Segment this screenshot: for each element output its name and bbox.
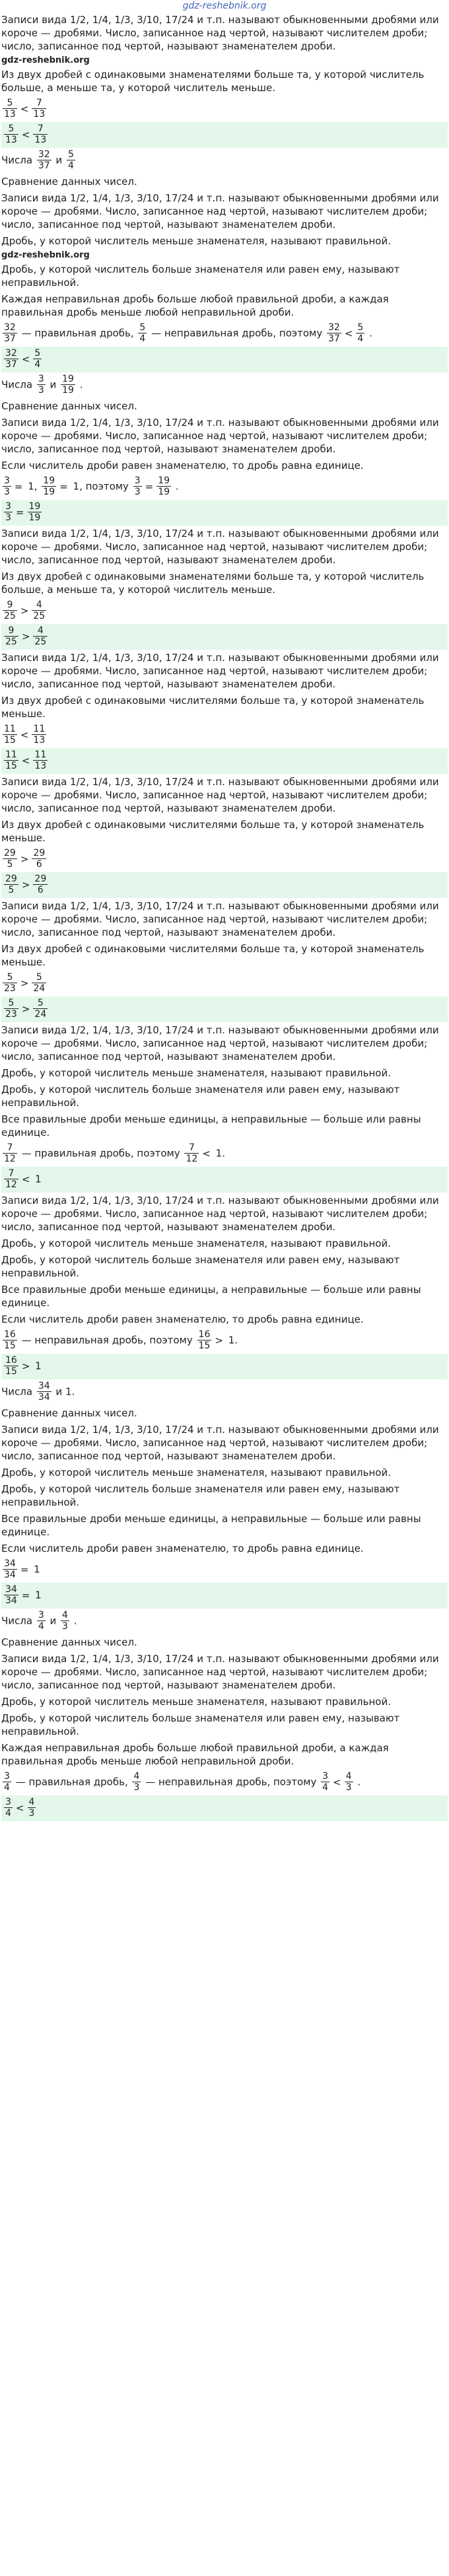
fraction-denominator: 19 [62, 385, 74, 396]
fraction-denominator: 19 [28, 512, 41, 523]
fraction [67, 149, 75, 171]
comparison-operator: > [20, 604, 29, 617]
fraction [37, 149, 52, 171]
paragraph: Из двух дробей с одинаковыми числителями больше та, у которой знаменатель меньше. [1, 943, 425, 968]
fraction-numerator: 29 [5, 874, 17, 884]
solution-block [0, 1405, 449, 1634]
fraction [28, 501, 42, 523]
math-line [1, 598, 448, 624]
math-line [1, 372, 448, 398]
fraction [4, 749, 18, 771]
math-text: . [366, 327, 372, 339]
math-text: . [354, 1776, 361, 1788]
fraction-numerator: 5 [34, 348, 41, 359]
fraction-denominator: 5 [7, 859, 13, 870]
fraction-numerator: 11 [4, 724, 16, 734]
fraction [33, 123, 48, 145]
fraction-numerator: 19 [43, 475, 55, 486]
comparison-operator: < [21, 754, 30, 767]
paragraph: Из двух дробей с одинаковыми числителями больше та, у которой знаменатель меньше. [1, 695, 425, 720]
math-text: и [46, 378, 60, 391]
fraction-numerator: 11 [5, 749, 17, 760]
fraction-denominator: 12 [186, 1154, 198, 1164]
math-text: 1 [32, 1589, 42, 1601]
fraction-denominator: 13 [33, 109, 46, 120]
fraction-numerator: 9 [3, 600, 17, 611]
fraction-denominator: 13 [4, 109, 16, 120]
fraction-numerator: 34 [38, 1381, 50, 1391]
math-text: Числа [1, 1615, 36, 1627]
fraction [37, 374, 46, 396]
watermark: gdz-reshebnik.org [1, 250, 90, 260]
fraction [138, 322, 147, 344]
fraction-denominator: 12 [4, 1154, 16, 1164]
comparison-operator: > [215, 1334, 223, 1346]
answer-highlight [1, 748, 448, 774]
paragraph: Записи вида 1/2, 1/4, 1/3, 3/10, 17/24 и т.п. называют обыкновенными дробями или короче — дробями. Число, записанное над чертой, называют числителем дроби; число, записанное под чертой, называют знаменателем дроби. [1, 1653, 439, 1691]
comparison-operator: = [20, 1563, 29, 1576]
solution-block [0, 12, 449, 174]
fraction-numerator: 4 [62, 1610, 68, 1620]
fraction-numerator: 5 [3, 98, 17, 109]
math-text: — неправильная дробь, поэтому [142, 1776, 320, 1788]
comparison-operator: > [21, 878, 30, 891]
comparison-operator: = [59, 480, 68, 493]
answer-highlight [1, 1354, 448, 1379]
fraction-numerator: 19 [28, 501, 41, 512]
fraction-numerator: 4 [345, 1771, 352, 1782]
comparison-operator: = [15, 506, 24, 518]
fraction-numerator: 3 [5, 501, 11, 512]
paragraph: Каждая неправильная дробь больше любой правильной дроби, а каждая правильная дробь меньше любой неправильной дроби. [1, 293, 389, 318]
fraction-denominator: 3 [38, 385, 44, 396]
fraction [32, 724, 46, 746]
fraction-numerator: 9 [4, 625, 18, 637]
answer-highlight [1, 1583, 448, 1609]
paragraph: Из двух дробей с одинаковыми знаменателями больше та, у которой числитель больше, а меньше та, у которой числитель меньше. [1, 571, 425, 596]
fraction-denominator: 15 [5, 1366, 17, 1377]
fraction-numerator: 16 [4, 1329, 16, 1340]
fraction [3, 1329, 17, 1351]
fraction-numerator: 4 [133, 1771, 140, 1782]
math-line [1, 1141, 448, 1167]
fraction-denominator: 13 [33, 735, 46, 746]
answer-highlight [1, 1167, 448, 1193]
fraction-numerator: 4 [32, 600, 46, 611]
comparison-operator: = [14, 480, 23, 493]
answer-highlight [1, 872, 448, 898]
fraction [4, 123, 18, 145]
comparison-operator: > [20, 853, 29, 865]
math-text: 1 [30, 1563, 40, 1576]
fraction [3, 1558, 17, 1580]
fraction-numerator: 32 [38, 149, 50, 160]
fraction [4, 1797, 13, 1819]
fraction-numerator: 5 [4, 998, 18, 1009]
comparison-operator: = [145, 480, 154, 493]
fraction-numerator: 11 [34, 749, 47, 760]
paragraph: Если числитель дроби равен знаменателю, то дробь равна единице. [1, 1543, 364, 1554]
fraction [132, 1771, 141, 1793]
math-line [1, 722, 448, 748]
fraction-denominator: 3 [134, 487, 141, 497]
fraction-denominator: 25 [33, 611, 46, 621]
paragraph: Дробь, у которой числитель меньше знаменателя, называют правильной. [1, 1696, 391, 1708]
comparison-operator: = [21, 1589, 30, 1601]
paragraph: Записи вида 1/2, 1/4, 1/3, 3/10, 17/24 и т.п. называют обыкновенными дробями или короче — дробями. Число, записанное над чертой, называют числителем дроби; число, записанное под чертой, называют знаменателем дроби. [1, 192, 439, 230]
fraction [32, 600, 46, 621]
solution-block [0, 526, 449, 650]
fraction-numerator: 19 [62, 374, 74, 384]
fraction-denominator: 24 [33, 983, 46, 994]
paragraph: Сравнение данных чисел. [1, 1407, 137, 1419]
fraction-denominator: 34 [5, 1595, 17, 1606]
fraction-numerator: 3 [5, 1797, 11, 1807]
paragraph: Из двух дробей с одинаковыми числителями больше та, у которой знаменатель меньше. [1, 819, 425, 844]
fraction-numerator: 16 [5, 1355, 17, 1366]
paragraph: Сравнение данных чисел. [1, 176, 137, 188]
fraction-denominator: 34 [38, 1392, 50, 1403]
comparison-operator: > [21, 1002, 30, 1015]
fraction-denominator: 37 [5, 359, 17, 370]
paragraph: Если числитель дроби равен знаменателю, то дробь равна единице. [1, 1313, 364, 1325]
fraction-denominator: 4 [357, 333, 364, 344]
fraction [356, 322, 364, 344]
math-text: и 1. [52, 1385, 75, 1398]
fraction [33, 749, 48, 771]
math-text: — неправильная дробь, поэтому [18, 1334, 196, 1346]
fraction [3, 724, 17, 746]
solution-block [0, 650, 449, 774]
answer-highlight [1, 122, 448, 148]
math-line [1, 1328, 448, 1354]
paragraph: Записи вида 1/2, 1/4, 1/3, 3/10, 17/24 и т.п. называют обыкновенными дробями или короче — дробями. Число, записанное над чертой, называют числителем дроби; число, записанное под чертой, называют знаменателем дроби. [1, 776, 439, 814]
fraction-numerator: 5 [3, 972, 17, 983]
fraction-numerator: 3 [4, 1771, 10, 1782]
comparison-operator: < [15, 1801, 24, 1814]
paragraph: Записи вида 1/2, 1/4, 1/3, 3/10, 17/24 и т.п. называют обыкновенными дробями или короче — дробями. Число, записанное над чертой, называют числителем дроби; число, записанное под чертой, называют знаменателем дроби. [1, 652, 439, 690]
paragraph: Если числитель дроби равен знаменателю, то дробь равна единице. [1, 460, 364, 471]
comparison-operator: < [333, 1776, 341, 1788]
math-line [1, 474, 448, 500]
paragraph: Дробь, у которой числитель больше знаменателя или равен ему, называют неправильной. [1, 1254, 400, 1279]
paragraph: Дробь, у которой числитель меньше знаменателя, называют правильной. [1, 1067, 391, 1079]
site-logo[interactable]: gdz-reshebnik.org [182, 1, 267, 11]
fraction-numerator: 3 [134, 475, 141, 486]
fraction-denominator: 19 [43, 487, 55, 497]
fraction-denominator: 3 [4, 487, 10, 497]
comparison-operator: < [21, 353, 30, 365]
fraction [32, 972, 46, 994]
fraction-numerator: 5 [357, 322, 364, 333]
fraction-numerator: 32 [4, 322, 16, 333]
math-text: Числа [1, 1385, 36, 1398]
fraction-numerator: 34 [5, 1584, 17, 1595]
fraction-denominator: 13 [34, 135, 47, 145]
paragraph: Дробь, у которой числитель больше знаменателя или равен ему, называют неправильной. [1, 1483, 400, 1508]
fraction-denominator: 37 [4, 333, 16, 344]
fraction [3, 600, 17, 621]
solution-block [0, 1193, 449, 1405]
fraction-numerator: 34 [4, 1558, 16, 1569]
fraction-denominator: 4 [5, 1808, 11, 1819]
fraction-denominator: 13 [34, 761, 47, 771]
fraction [156, 475, 171, 497]
fraction [33, 998, 48, 1020]
fraction-numerator: 5 [67, 149, 74, 160]
fraction [32, 848, 46, 870]
fraction [61, 1610, 69, 1632]
fraction-denominator: 23 [5, 1009, 17, 1020]
fraction-denominator: 19 [158, 487, 170, 497]
paragraph: Дробь, у которой числитель меньше знаменателя, называют правильной. [1, 235, 391, 247]
fraction-numerator: 5 [139, 322, 146, 333]
answer-highlight [1, 347, 448, 372]
fraction-denominator: 3 [5, 512, 11, 523]
fraction-denominator: 4 [322, 1782, 329, 1793]
comparison-operator: < [20, 102, 29, 115]
math-text: . [76, 378, 83, 391]
fraction-denominator: 15 [5, 761, 17, 771]
fraction-numerator: 3 [38, 374, 44, 384]
fraction-numerator: 7 [4, 1168, 18, 1179]
fraction [4, 348, 18, 370]
math-text: 1 [32, 1360, 42, 1372]
math-text: 1. [224, 1334, 238, 1346]
fraction-denominator: 23 [4, 983, 16, 994]
paragraph: Записи вида 1/2, 1/4, 1/3, 3/10, 17/24 и т.п. называют обыкновенными дробями или короче — дробями. Число, записанное над чертой, называют числителем дроби; число, записанное под чертой, называют знаменателем дроби. [1, 14, 439, 52]
comparison-operator: > [21, 1360, 30, 1372]
paragraph: Дробь, у которой числитель больше знаменателя или равен ему, называют неправильной. [1, 1084, 400, 1109]
fraction [37, 1381, 52, 1403]
fraction-numerator: 32 [5, 348, 17, 359]
fraction [4, 625, 18, 647]
answer-highlight [1, 1795, 448, 1821]
fraction-denominator: 25 [34, 637, 47, 647]
fraction-denominator: 3 [133, 1782, 140, 1793]
comparison-operator: < [202, 1147, 211, 1160]
paragraph: Записи вида 1/2, 1/4, 1/3, 3/10, 17/24 и т.п. называют обыкновенными дробями или короче — дробями. Число, записанное над чертой, называют числителем дроби; число, записанное под чертой, называют знаменателем дроби. [1, 417, 439, 455]
comparison-operator: > [20, 977, 29, 989]
fraction [3, 322, 17, 344]
fraction [345, 1771, 353, 1793]
solution-block [0, 174, 449, 398]
fraction-numerator: 5 [33, 998, 48, 1009]
fraction [32, 98, 46, 120]
paragraph: Каждая неправильная дробь больше любой правильной дроби, а каждая правильная дробь меньше любой неправильной дроби. [1, 1742, 389, 1767]
fraction-denominator: 25 [4, 611, 16, 621]
paragraph: Все правильные дроби меньше единицы, а неправильные — больше или равны единице. [1, 1284, 421, 1309]
fraction-denominator: 15 [198, 1340, 211, 1351]
fraction [4, 501, 13, 523]
fraction-denominator: 3 [345, 1782, 352, 1793]
fraction [3, 848, 17, 870]
fraction-denominator: 12 [5, 1179, 17, 1190]
math-line [1, 148, 448, 174]
paragraph: Сравнение данных чисел. [1, 1636, 137, 1648]
fraction [4, 1584, 18, 1606]
fraction-numerator: 11 [33, 724, 46, 734]
fraction [37, 1610, 46, 1632]
fraction [3, 972, 17, 994]
paragraph: Все правильные дроби меньше единицы, а неправильные — больше или равны единице. [1, 1113, 421, 1138]
fraction-numerator: 4 [28, 1797, 35, 1807]
fraction-denominator: 5 [8, 885, 15, 895]
math-line [1, 1557, 448, 1583]
solution-block [0, 1022, 449, 1193]
solution-block [0, 1634, 449, 1821]
comparison-operator: > [21, 630, 30, 643]
comparison-operator: < [20, 728, 29, 741]
fraction-numerator: 3 [4, 475, 10, 486]
fraction-numerator: 7 [3, 1142, 17, 1154]
fraction-denominator: 13 [5, 135, 17, 145]
fraction-numerator: 16 [198, 1329, 211, 1340]
fraction-numerator: 32 [328, 322, 340, 333]
math-text: и [52, 154, 65, 166]
fraction-denominator: 4 [4, 1782, 10, 1793]
fraction-numerator: 5 [32, 972, 46, 983]
paragraph: Записи вида 1/2, 1/4, 1/3, 3/10, 17/24 и т.п. называют обыкновенными дробями или короче — дробями. Число, записанное над чертой, называют числителем дроби; число, записанное под чертой, называют знаменателем дроби. [1, 1195, 439, 1233]
math-text: 1. [212, 1147, 225, 1160]
watermark: gdz-reshebnik.org [1, 55, 90, 65]
fraction-denominator: 25 [5, 637, 17, 647]
math-text: 1, [24, 480, 41, 493]
solution-block [0, 898, 449, 1022]
math-text: — правильная дробь, поэтому [18, 1147, 184, 1160]
fraction [133, 475, 142, 497]
fraction [33, 625, 48, 647]
fraction-numerator: 29 [34, 874, 47, 884]
math-line [1, 847, 448, 872]
math-line [1, 321, 448, 347]
fraction [42, 475, 56, 497]
fraction [184, 1142, 199, 1164]
math-line [1, 1609, 448, 1634]
fraction-numerator: 29 [4, 848, 16, 858]
fraction [4, 874, 18, 895]
fraction [4, 1168, 18, 1190]
fraction-denominator: 3 [28, 1808, 35, 1819]
paragraph: Дробь, у которой числитель меньше знаменателя, называют правильной. [1, 1467, 391, 1479]
fraction-denominator: 24 [34, 1009, 47, 1020]
fraction [4, 1355, 18, 1377]
solution-block [0, 398, 449, 526]
solution-block [0, 774, 449, 898]
math-line [1, 96, 448, 122]
fraction-numerator: 4 [33, 625, 48, 637]
fraction [33, 348, 42, 370]
fraction [61, 374, 75, 396]
math-text: . [172, 480, 179, 493]
fraction [33, 874, 48, 895]
paragraph: Записи вида 1/2, 1/4, 1/3, 3/10, 17/24 и т.п. называют обыкновенными дробями или короче — дробями. Число, записанное над чертой, называют числителем дроби; число, записанное под чертой, называют знаменателем дроби. [1, 1424, 439, 1462]
fraction-numerator: 7 [32, 98, 46, 109]
fraction [3, 1142, 17, 1164]
fraction-numerator: 3 [322, 1771, 329, 1782]
math-text: Числа [1, 154, 36, 166]
fraction-denominator: 4 [38, 1621, 44, 1632]
paragraph: Записи вида 1/2, 1/4, 1/3, 3/10, 17/24 и т.п. называют обыкновенными дробями или короче — дробями. Число, записанное над чертой, называют числителем дроби; число, записанное под чертой, называют знаменателем дроби. [1, 528, 439, 566]
fraction [3, 98, 17, 120]
paragraph: Из двух дробей с одинаковыми знаменателями больше та, у которой числитель больше, а меньше та, у которой числитель меньше. [1, 69, 425, 94]
comparison-operator: < [344, 327, 353, 339]
paragraph: Записи вида 1/2, 1/4, 1/3, 3/10, 17/24 и т.п. называют обыкновенными дробями или короче — дробями. Число, записанное над чертой, называют числителем дроби; число, записанное под чертой, называют знаменателем дроби. [1, 1024, 439, 1062]
fraction-denominator: 15 [4, 735, 16, 746]
fraction [28, 1797, 36, 1819]
fraction-numerator: 5 [4, 123, 18, 135]
comparison-operator: < [21, 128, 30, 141]
answer-highlight [1, 500, 448, 526]
math-text: 1, поэтому [69, 480, 132, 493]
fraction-denominator: 34 [4, 1570, 16, 1580]
fraction-denominator: 37 [328, 333, 340, 344]
paragraph: Дробь, у которой числитель меньше знаменателя, называют правильной. [1, 1237, 391, 1249]
math-text: — правильная дробь, [18, 327, 137, 339]
answer-highlight [1, 996, 448, 1022]
fraction-numerator: 3 [38, 1610, 44, 1620]
math-text: и [46, 1615, 60, 1627]
fraction-numerator: 19 [158, 475, 170, 486]
fraction [3, 1771, 11, 1793]
paragraph: Дробь, у которой числитель больше знаменателя или равен ему, называют неправильной. [1, 1712, 400, 1737]
math-line [1, 971, 448, 996]
fraction [321, 1771, 329, 1793]
fraction-numerator: 7 [33, 123, 48, 135]
math-text: . [70, 1615, 77, 1627]
paragraph: Сравнение данных чисел. [1, 400, 137, 412]
fraction-denominator: 15 [4, 1340, 16, 1351]
paragraph: Все правильные дроби меньше единицы, а неправильные — больше или равны единице. [1, 1513, 421, 1538]
fraction [197, 1329, 212, 1351]
answer-highlight [1, 624, 448, 650]
paragraph: Записи вида 1/2, 1/4, 1/3, 3/10, 17/24 и т.п. называют обыкновенными дробями или короче — дробями. Число, записанное над чертой, называют числителем дроби; число, записанное под чертой, называют знаменателем дроби. [1, 900, 439, 938]
math-line [1, 1379, 448, 1405]
math-text: Числа [1, 378, 36, 391]
fraction [3, 475, 11, 497]
paragraph: Дробь, у которой числитель больше знаменателя или равен ему, называют неправильной. [1, 263, 400, 289]
math-text: 1 [32, 1173, 42, 1185]
fraction-denominator: 6 [37, 885, 44, 895]
fraction-denominator: 4 [34, 359, 41, 370]
fraction-denominator: 6 [36, 859, 42, 870]
fraction-denominator: 3 [62, 1621, 68, 1632]
math-line [1, 1770, 448, 1795]
solution-content [0, 12, 449, 1821]
fraction-denominator: 4 [139, 333, 146, 344]
math-text: — неправильная дробь, поэтому [148, 327, 326, 339]
fraction [4, 998, 18, 1020]
fraction [327, 322, 341, 344]
math-text: — правильная дробь, [12, 1776, 131, 1788]
fraction-denominator: 37 [38, 160, 50, 171]
comparison-operator: < [21, 1173, 30, 1185]
fraction-numerator: 7 [184, 1142, 199, 1154]
fraction-denominator: 4 [67, 160, 74, 171]
fraction-numerator: 29 [33, 848, 46, 858]
